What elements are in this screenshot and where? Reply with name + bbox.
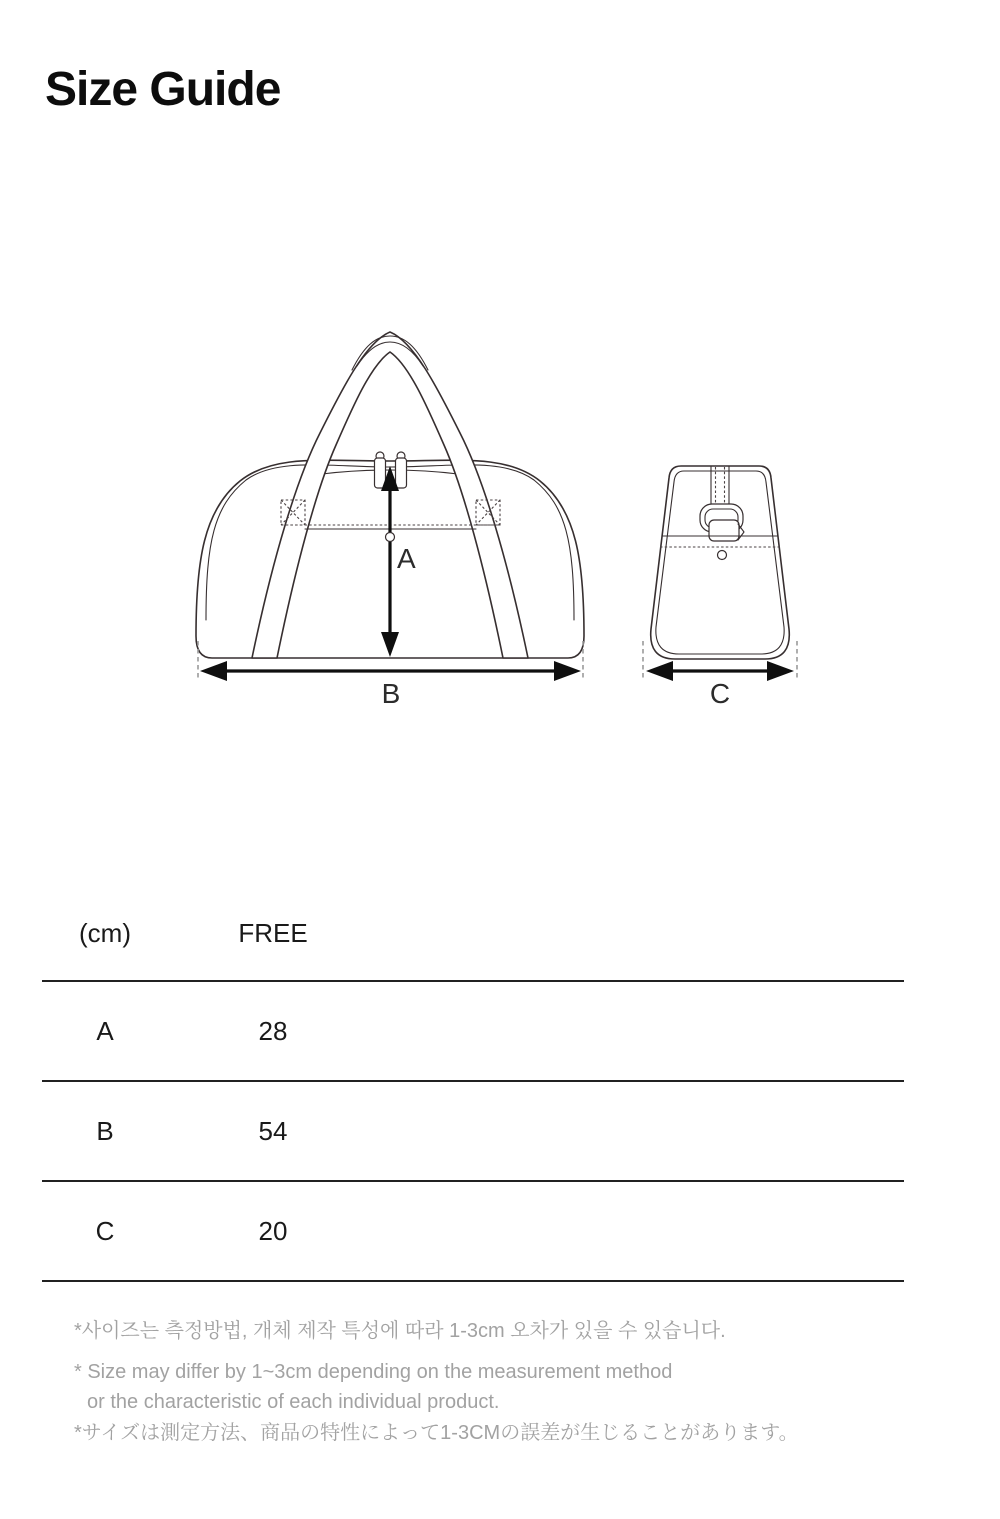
bag-dimension-diagram: [0, 290, 1000, 730]
front-snap-button: [386, 533, 395, 542]
dimension-b-head-right: [554, 661, 581, 681]
page-title: Size Guide: [45, 63, 281, 116]
row-a-value: 28: [258, 1015, 288, 1046]
footnote-english-line1: * Size may differ by 1~3cm depending on the measurement method: [74, 1361, 673, 1383]
size-table-size-header: FREE: [238, 918, 308, 948]
dimension-b-label: B: [381, 678, 401, 709]
side-strap: [711, 466, 729, 507]
row-b-value: 54: [258, 1115, 288, 1146]
footnote-english-line2: or the characteristic of each individual product.: [87, 1391, 500, 1413]
side-body-piping: [656, 471, 784, 654]
dimension-c-head-right: [767, 661, 794, 681]
row-c-label: C: [95, 1215, 115, 1246]
side-body-outline: [651, 466, 790, 659]
size-table-header-row: [42, 887, 904, 982]
footnote-korean: *사이즈는 측정방법, 개체 제작 특성에 따라 1-3cm 오차가 있을 수 있습니다.: [74, 1320, 726, 1342]
dimension-c-head-left: [646, 661, 673, 681]
row-b-label: B: [96, 1115, 114, 1146]
dimension-c-label: C: [709, 678, 731, 709]
bag-diagram-svg: [0, 290, 1000, 730]
footnotes: [74, 1316, 944, 1448]
dimension-a-label: A: [397, 543, 416, 574]
row-a-label: A: [96, 1015, 114, 1046]
bag-side-view: [651, 466, 790, 659]
footnote-japanese: *サイズは測定方法、商品の特性によって1-3CMの誤差が生じることがあります。: [74, 1422, 799, 1444]
size-table-row-b: [42, 1082, 904, 1182]
size-table-unit-header: (cm): [79, 918, 131, 948]
side-snap-button: [718, 551, 727, 560]
size-table-row-a: [42, 982, 904, 1082]
size-table: [42, 887, 904, 1282]
row-c-value: 20: [258, 1215, 288, 1246]
dimension-a-head-bottom: [381, 632, 399, 657]
size-table-row-c: [42, 1182, 904, 1282]
dimension-b-head-left: [200, 661, 227, 681]
dimension-a: [381, 466, 416, 657]
